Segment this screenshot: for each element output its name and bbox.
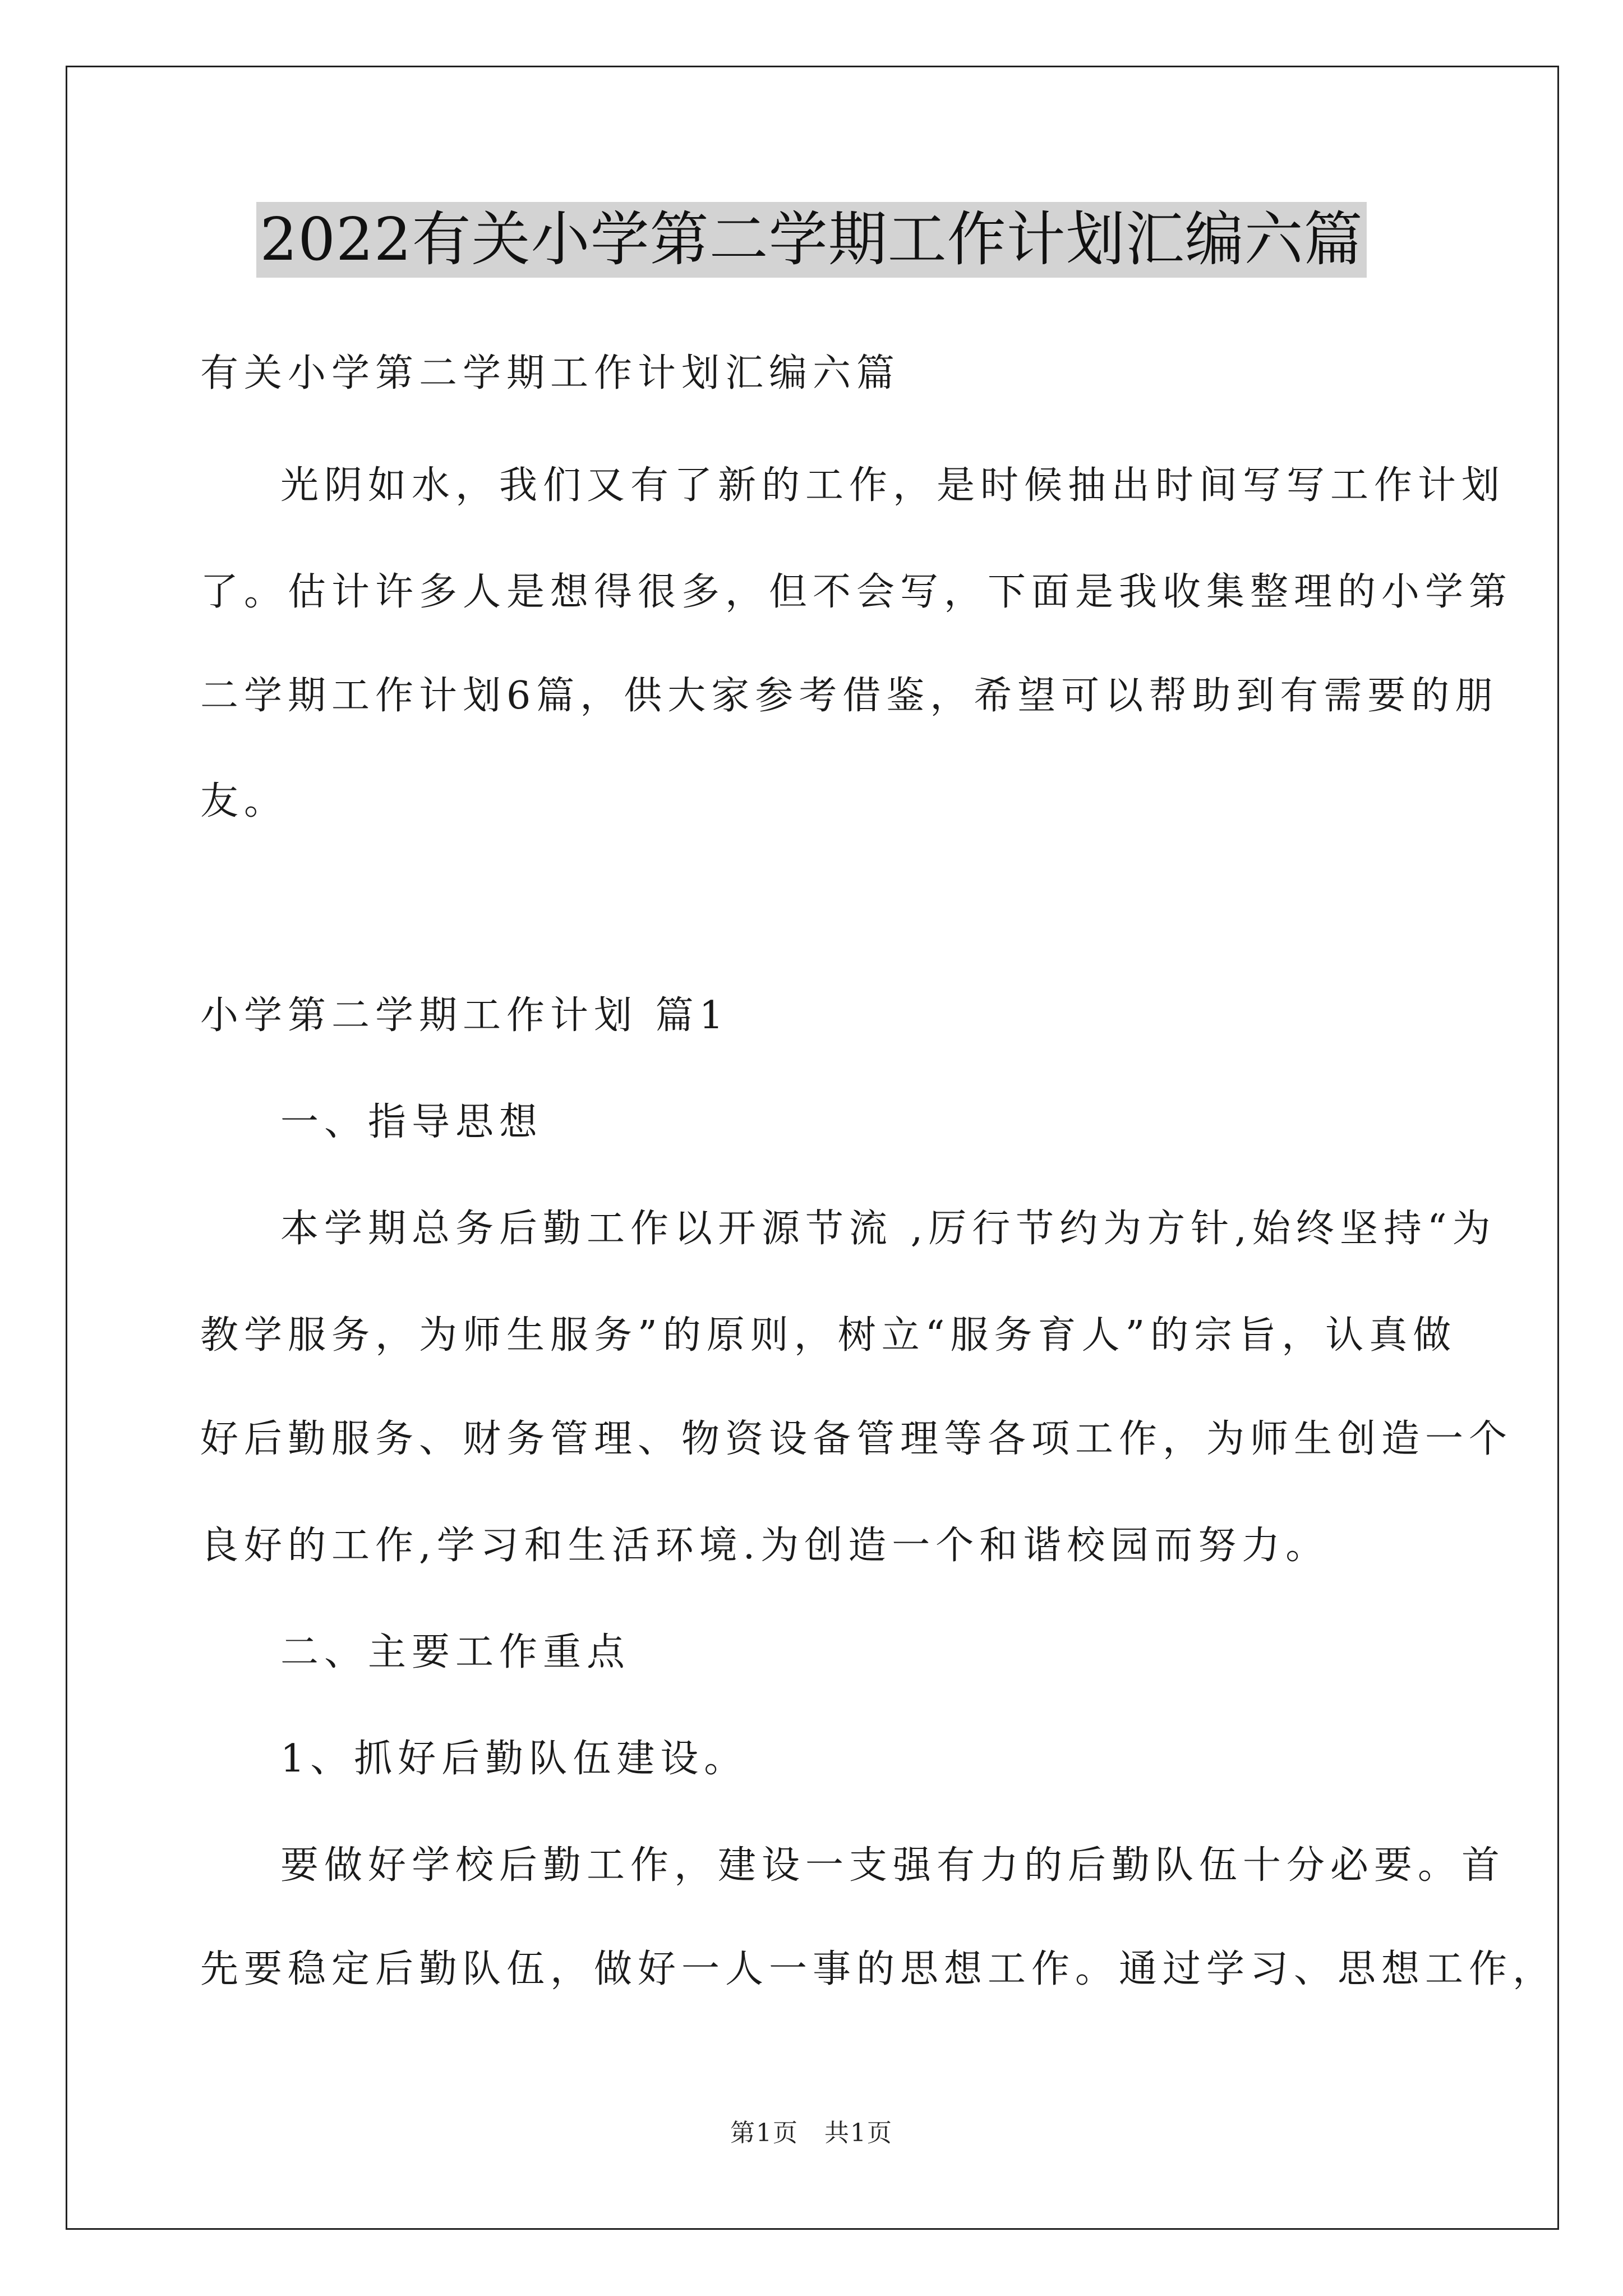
para-1-line-1: 本学期总务后勤工作以开源节流 ,厉行节约为方针,始终坚持“为 [280, 1207, 1496, 1251]
intro-line-3: 二学期工作计划6篇，供大家参考借鉴，希望可以帮助到有需要的朋 [200, 674, 1499, 718]
intro-line-2: 了。估计许多人是想得很多，但不会写，下面是我收集整理的小学第 [200, 570, 1513, 614]
para-2-line-1: 要做好学校后勤工作，建设一支强有力的后勤队伍十分必要。首 [280, 1843, 1506, 1888]
document-subtitle: 有关小学第二学期工作计划汇编六篇 [200, 351, 901, 395]
title-container [0, 202, 1623, 278]
para-1-line-4: 良好的工作,学习和生活环境.为创造一个和谐校园而努力。 [200, 1524, 1330, 1568]
para-1-line-3: 好后勤服务、财务管理、物资设备管理等各项工作，为师生创造一个 [200, 1417, 1513, 1461]
para-1-line-2: 教学服务，为师生服务”的原则，树立“服务育人”的宗旨，认真做 [200, 1313, 1457, 1358]
heading-main-work: 二、主要工作重点 [280, 1630, 631, 1674]
heading-team-building: 1、抓好后勤队伍建设。 [280, 1737, 748, 1781]
intro-line-4: 友。 [200, 779, 288, 823]
para-2-line-2: 先要稳定后勤队伍，做好一人一事的思想工作。通过学习、思想工作， [200, 1947, 1557, 1991]
intro-line-1: 光阴如水，我们又有了新的工作，是时候抽出时间写写工作计划 [280, 463, 1506, 508]
section-heading: 小学第二学期工作计划 篇1 [200, 993, 729, 1038]
page-footer: 第1页 共1页 [730, 2119, 893, 2147]
heading-guiding-principle: 一、指导思想 [280, 1100, 543, 1144]
document-title: 2022有关小学第二学期工作计划汇编六篇 [256, 202, 1366, 278]
